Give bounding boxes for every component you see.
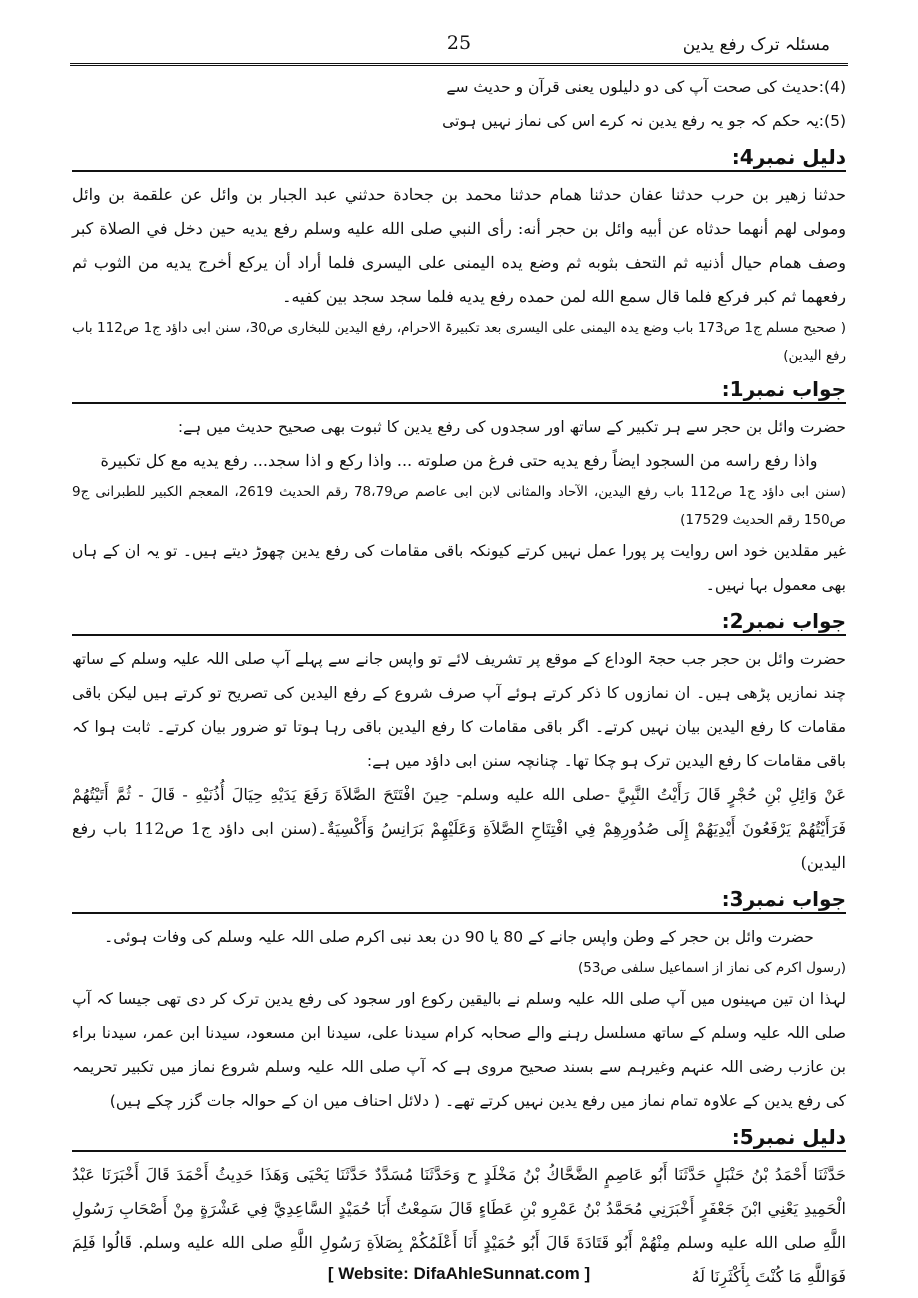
section-heading [716,604,846,638]
section-heading-row [72,1118,846,1158]
urdu-paragraph: (4):حدیث کی صحت آپ کی دو دلیلوں یعنی قرآن و حدیث سے [446,78,846,96]
urdu-paragraph: غیر مقلدین خود اس روایت پر پورا عمل نہیں کرتے کیونکہ باقی مقامات کی رفع یدین چھوڑ دیتے ہیں۔ تو یہ ان کے ہاں بھی معمول بہا نہیں۔ [72,542,846,594]
arabic-hadith-text: واذا رفع راسه من السجود ايضاً رفع يديه حتى فرغ من صلوته ... واذا ركع و اذا سجد... رفع يديه مع كل تكبيرة [100,451,818,470]
urdu-paragraph: حضرت وائل بن حجر جب حجۃ الوداع کے موقع پر تشریف لائے تو واپس جانے سے پہلے آپ صلی اللہ علیہ وسلم کے ساتھ چند نمازیں پڑھی ہیں۔ ان نمازوں کا ذکر کرتے ہوئے آپ صرف شروع کے رفع الیدین کی تصریح تو کرتے ہیں لیکن باقی مقامات کا رفع الیدین بیان نہیں کرتے۔ اگر باقی مقامات کا رفع الیدین باقی رہا ہوتا تو ضرور بیان کرتے۔ ثابت ہوا کہ باقی مقامات کا رفع الیدین ترک ہو چکا تھا۔ چنانچہ سنن ابی داؤد میں ہے: [72,650,846,770]
section-heading-row [72,138,846,178]
section-heading [726,140,846,174]
reference-note: (رسول اکرم کی نماز از اسماعیل سلفی ص53) [577,960,846,976]
urdu-paragraph: حضرت وائل بن حجر سے ہر تکبیر کے ساتھ اور سجدوں کی رفع یدین کا ثبوت بھی صحیح حدیث میں ہے: [177,418,846,436]
urdu-paragraph: (5):یہ حکم کہ جو یہ رفع یدین نہ کرے اس کی نماز نہیں ہوتی [442,112,846,130]
section-heading-text: جواب نمبر3: [716,887,846,911]
section-heading-text: جواب نمبر2: [716,609,846,633]
section-heading-text: دلیل نمبر4: [726,145,846,169]
page-number: 25 [446,32,472,54]
reference-note: ( صحیح مسلم ج1 ص173 باب وضع یدہ الیمنی علی الیسری بعد تکبیرۃ الاحرام، رفع الیدین للبخاری ص30، سنن ابی داؤد ج1 ص112 باب رفع الیدین) [72,320,846,364]
urdu-paragraph: حضرت وائل بن حجر کے وطن واپس جانے کے 80 یا 90 دن بعد نبی اکرم صلی اللہ علیہ وسلم کی وفات ہوئی۔ [104,928,814,946]
section-heading-text: دلیل نمبر5: [726,1125,846,1149]
section-heading [716,882,846,916]
section-heading-row [72,880,846,920]
section-heading-row [72,370,846,410]
arabic-hadith-text: عَنْ وَائِلِ بْنِ حُجْرٍ قَالَ رَأَيْتُ النَّبِيَّ -صلى الله عليه وسلم- حِينَ افْتَتَحَ الصَّلاَةَ رَفَعَ يَدَيْهِ حِيَالَ أُذُنَيْهِ - قَالَ - ثُمَّ أَتَيْتُهُمْ فَرَأَيْتُهُمْ يَرْفَعُونَ أَيْدِيَهُمْ إِلَى صُدُورِهِمْ فِي افْتِتَاحِ الصَّلاَةِ وَعَلَيْهِمْ بَرَانِسُ وَأَكْسِيَةٌ۔(سنن ابی داؤد ج1 ص112 باب رفع الیدین) [72,785,846,872]
arabic-hadith-text: حدثنا زهير بن حرب حدثنا عفان حدثنا همام حدثنا محمد بن جحادة حدثني عبد الجبار بن وائل عن علقمة بن وائل ومولى لهم أنهما حدثاه عن أبيه وائل بن حجر أنه: رأى النبي صلى الله عليه وسلم رفع يديه حين دخل في الصلاة كبر وصف همام حيال أذنيه ثم التحف بثوبه ثم وضع يده اليمنى على اليسرى فلما أراد أن يركع أخرج يديه من الثوب ثم رفعهما ثم كبر فركع فلما قال سمع الله لمن حمده رفع يديه فلما سجد سجد بين كفيه۔ [72,185,847,306]
book-title: مسئلہ ترک رفع یدین [682,35,830,55]
website-footer[interactable]: [ Website: DifaAhleSunnat.com ] [327,1264,591,1283]
section-heading [716,372,846,406]
arabic-hadith-text: حَدَّثَنَا أَحْمَدُ بْنُ حَنْبَلٍ حَدَّثَنَا أَبُو عَاصِمٍ الضَّحَّاكُ بْنُ مَخْلَدٍ ح وَحَدَّثَنَا مُسَدَّدٌ حَدَّثَنَا يَحْيَى وَهَذَا حَدِيثُ أَحْمَدَ قَالَ أَخْبَرَنَا عَبْدُ الْحَمِيدِ يَعْنِي ابْنَ جَعْفَرٍ أَخْبَرَنِي مُحَمَّدُ بْنُ عَمْرِو بْنِ عَطَاءٍ قَالَ سَمِعْتُ أَبَا حُمَيْدٍ السَّاعِدِيَّ فِي عَشْرَةٍ مِنْ أَصْحَابِ رَسُولِ اللَّهِ صلى الله عليه وسلم مِنْهُمْ أَبُو قَتَادَةَ قَالَ أَبُو حُمَيْدٍ أَنَا أَعْلَمُكُمْ بِصَلاَةِ رَسُولِ اللَّهِ صلى الله عليه وسلم. قَالُوا فَلِمَ فَوَاللَّهِ مَا كُنْتَ بِأَكْثَرِنَا لَهُ [72,1165,847,1286]
page-header [70,30,848,66]
header-divider [70,63,848,66]
reference-note: (سنن ابی داؤد ج1 ص112 باب رفع الیدین، الآحاد والمثانی لابن ابی عاصم ص78،79 رقم الحدیث 2619، المعجم الکبیر للطبرانی ج9 ص150 رقم الحدیث 17529) [72,484,846,528]
section-heading [726,1120,846,1154]
section-heading-row [72,602,846,642]
page-body [72,70,846,1298]
section-heading-text: جواب نمبر1: [716,377,846,401]
urdu-paragraph: لہذا ان تین مہینوں میں آپ صلی اللہ علیہ وسلم نے بالیقین رکوع اور سجود کی رفع یدین ترک کر دی تھی جیسا کہ آپ صلی اللہ علیہ وسلم کے ساتھ مسلسل رہنے والے صحابہ کرام سیدنا علی، سیدنا ابن مسعود، سیدنا ابن عمر، سیدنا براء بن عازب رضی اللہ عنہم وغیرہم سے بسند صحیح مروی ہے کہ آپ صلی اللہ علیہ وسلم شروع نماز میں تکبیر تحریمہ کی رفع یدین کے علاوہ تمام نماز میں رفع یدین نہیں کرتے تھے۔ ( دلائل احناف میں ان کے حوالہ جات گزر چکے ہیں) [72,990,846,1110]
